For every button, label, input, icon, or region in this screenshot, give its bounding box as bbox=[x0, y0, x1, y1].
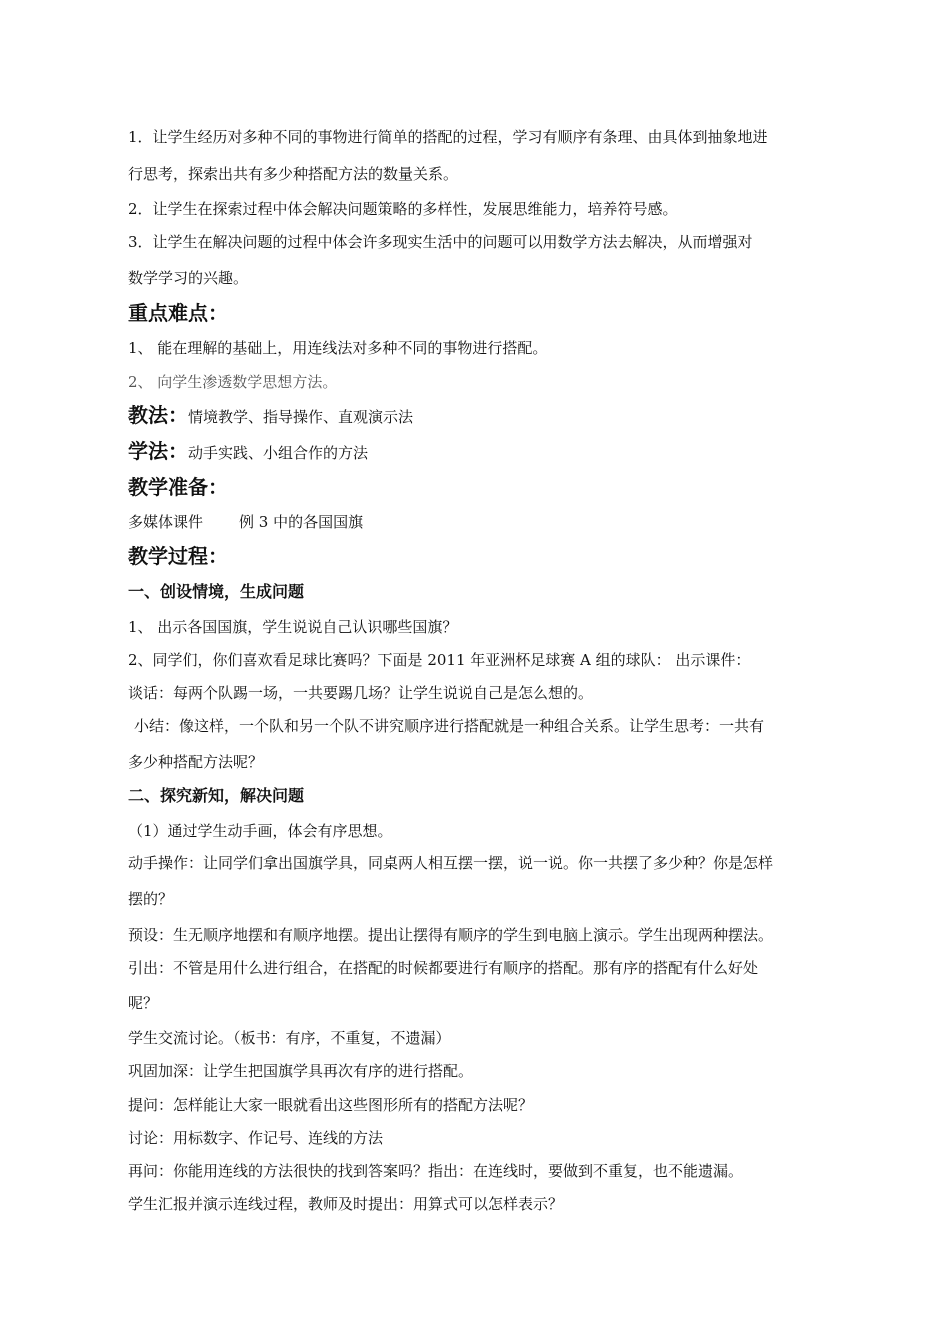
process-heading: 教学过程： bbox=[128, 544, 228, 568]
preparation-item-1: 多媒体课件 bbox=[128, 513, 204, 531]
objective-2: 2．让学生在探索过程中体会解决问题策略的多样性，发展思维能力，培养符号感。 bbox=[128, 200, 678, 218]
learning-method-row bbox=[128, 438, 826, 466]
section-2-line-9: 提问：怎样能让大家一眼就看出这些图形所有的搭配方法呢？ bbox=[128, 1096, 534, 1114]
key-points-heading: 重点难点： bbox=[128, 301, 228, 325]
section-2-line-4: 预设：生无顺序地摆和有顺序地摆。提出让摆得有顺序的学生到电脑上演示。学生出现两种摆法。 bbox=[128, 926, 774, 944]
section-2-line-3: 摆的？ bbox=[128, 890, 174, 908]
section-1-line-5: 多少种搭配方法呢？ bbox=[128, 753, 264, 771]
teaching-method-text: 情境教学、指导操作、直观演示法 bbox=[188, 408, 414, 426]
objective-1-line-1: 1．让学生经历对多种不同的事物进行简单的搭配的过程，学习有顺序有条理、由具体到抽象地进 bbox=[128, 128, 768, 146]
key-point-2: 2、 向学生渗透数学思想方法。 bbox=[128, 373, 338, 391]
section-1-line-3: 谈话：每两个队踢一场，一共要踢几场？让学生说说自己是怎么想的。 bbox=[128, 684, 594, 702]
section-2-line-10: 讨论：用标数字、作记号、连线的方法 bbox=[128, 1129, 384, 1147]
preparation-heading: 教学准备： bbox=[128, 475, 228, 499]
objective-1-line-2: 行思考，探索出共有多少种搭配方法的数量关系。 bbox=[128, 165, 459, 183]
section-1-line-2: 2、同学们，你们喜欢看足球比赛吗？下面是 2011 年亚洲杯足球赛 A 组的球队： 出示课件： bbox=[128, 651, 751, 669]
section-2-line-7: 学生交流讨论。（板书：有序，不重复，不遗漏） bbox=[128, 1029, 451, 1047]
section-1-line-1: 1、 出示各国国旗，学生说说自己认识哪些国旗？ bbox=[128, 618, 458, 636]
preparation-item-2: 例 3 中的各国国旗 bbox=[239, 513, 364, 531]
section-1-line-4: 小结：像这样，一个队和另一个队不讲究顺序进行搭配就是一种组合关系。让学生思考：一共有 bbox=[134, 717, 765, 735]
teaching-method-label: 教法： bbox=[128, 403, 188, 427]
section-2-line-12: 学生汇报并演示连线过程，教师及时提出：用算式可以怎样表示？ bbox=[128, 1195, 564, 1213]
learning-method-label: 学法： bbox=[128, 439, 188, 463]
teaching-method-row bbox=[128, 402, 826, 430]
section-1-heading: 一、创设情境，生成问题 bbox=[128, 582, 305, 601]
section-2-line-11: 再问：你能用连线的方法很快的找到答案吗？指出：在连线时，要做到不重复，也不能遗漏。 bbox=[128, 1162, 744, 1180]
section-2-line-8: 巩固加深：让学生把国旗学具再次有序的进行搭配。 bbox=[128, 1062, 474, 1080]
key-point-1: 1、 能在理解的基础上，用连线法对多种不同的事物进行搭配。 bbox=[128, 339, 548, 357]
learning-method-text: 动手实践、小组合作的方法 bbox=[188, 444, 369, 462]
section-2-line-5: 引出：不管是用什么进行组合，在搭配的时候都要进行有顺序的搭配。那有序的搭配有什么好处 bbox=[128, 959, 759, 977]
section-2-line-6: 呢？ bbox=[128, 994, 159, 1012]
section-2-line-2: 动手操作：让同学们拿出国旗学具，同桌两人相互摆一摆，说一说。你一共摆了多少种？你是怎样 bbox=[128, 854, 774, 872]
objective-3-line-2: 数学学习的兴趣。 bbox=[128, 269, 249, 287]
section-2-heading: 二、探究新知，解决问题 bbox=[128, 786, 305, 805]
section-2-line-1: （1）通过学生动手画，体会有序思想。 bbox=[128, 822, 393, 840]
objective-3-line-1: 3．让学生在解决问题的过程中体会许多现实生活中的问题可以用数学方法去解决，从而增强对 bbox=[128, 233, 753, 251]
preparation-items bbox=[128, 512, 826, 532]
